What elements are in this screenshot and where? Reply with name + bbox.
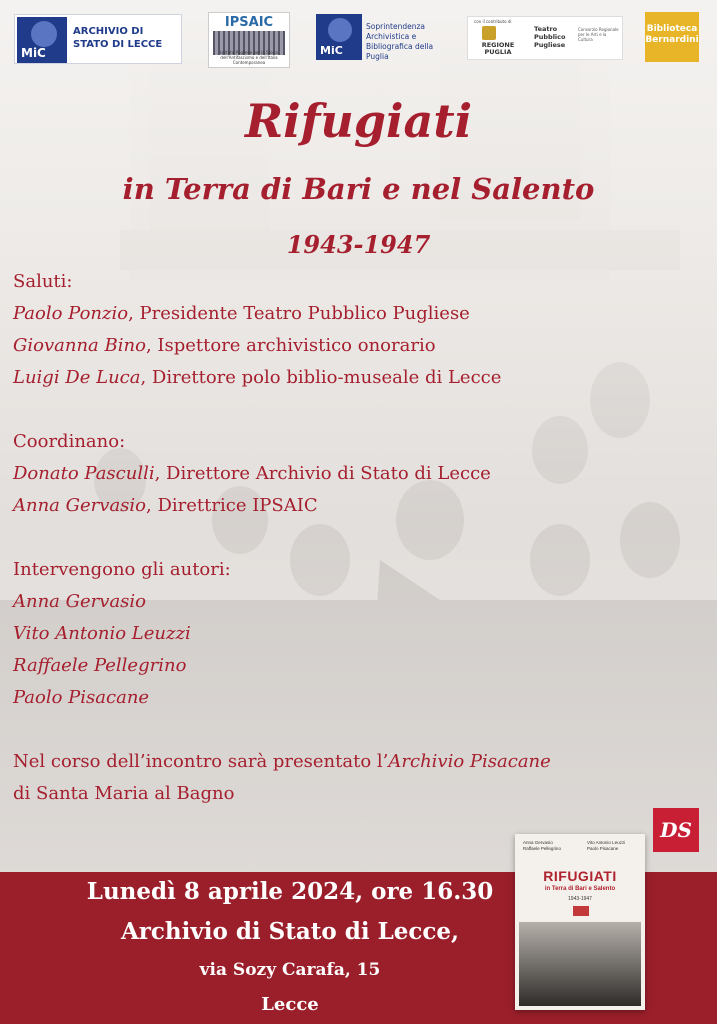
book-subtitle: in Terra di Bari e Salento [544,886,616,892]
book-cover-photo [519,922,641,1006]
speaker-line: Giovanna Bino, Ispettore archivistico onorario [13,335,436,356]
event-address: via Sozy Carafa, 15 [199,960,381,980]
event-venue: Archivio di Stato di Lecce, [120,918,460,945]
event-city: Lecce [261,994,319,1015]
speaker-line: Luigi De Luca, Direttore polo biblio-museale di Lecce [13,367,502,388]
sponsor-logos [0,12,717,68]
speaker-line: Anna Gervasio, Direttrice IPSAIC [13,495,318,516]
publisher-logo-icon: DS [653,808,699,852]
years: 1943-1947 [286,230,431,259]
regione-puglia-logo: con il contributo di REGIONE PUGLIA Teatro Pubblico Pugliese Consorzio Regionale per le Arti e la Cultura [467,16,623,60]
intervengono-heading: Intervengono gli autori: [13,559,231,580]
book-publisher-mark [573,906,589,916]
main-title: Rifugiati [244,94,473,148]
speaker-line: Paolo Ponzio, Presidente Teatro Pubblico Pugliese [13,303,470,324]
subtitle: in Terra di Bari e nel Salento [122,172,595,206]
biblioteca-bernardini-logo: Biblioteca Bernardini [645,12,699,62]
book-cover [515,834,645,1010]
archivio-di-stato-logo: MiC ARCHIVIO DI STATO DI LECCE [14,14,182,64]
soprintendenza-logo: MiC Soprintendenza Archivistica e Bibliografica della Puglia [316,14,456,64]
author-name: Raffaele Pellegrino [13,655,187,676]
speaker-line: Donato Pasculli, Direttore Archivio di Stato di Lecce [13,463,491,484]
event-date: Lunedì 8 aprile 2024, ore 16.30 [86,878,494,905]
note-line: Nel corso dell’incontro sarà presentato l’Archivio Pisacane [13,751,551,772]
author-name: Anna Gervasio [13,591,147,612]
ipsaic-logo: IPSAIC Istituto Pugliese per la Storia dell'Antifascismo e dell'Italia Contemporanea [208,12,290,68]
regione-shield-icon [482,26,496,40]
book-title: RIFUGIATI [543,868,617,884]
author-name: Paolo Pisacane [13,687,150,708]
book-authors-left: Anna Gervasio Raffaele Pellegrino [523,840,561,851]
book-authors-right: Vito Antonio Leuzzi Paolo Pisacane [587,840,626,851]
saluti-heading: Saluti: [13,271,73,292]
coordinano-heading: Coordinano: [13,431,126,452]
note-line-2: di Santa Maria al Bagno [13,783,235,804]
program [13,266,663,810]
author-name: Vito Antonio Leuzzi [13,623,191,644]
book-years: 1943-1947 [568,896,592,902]
